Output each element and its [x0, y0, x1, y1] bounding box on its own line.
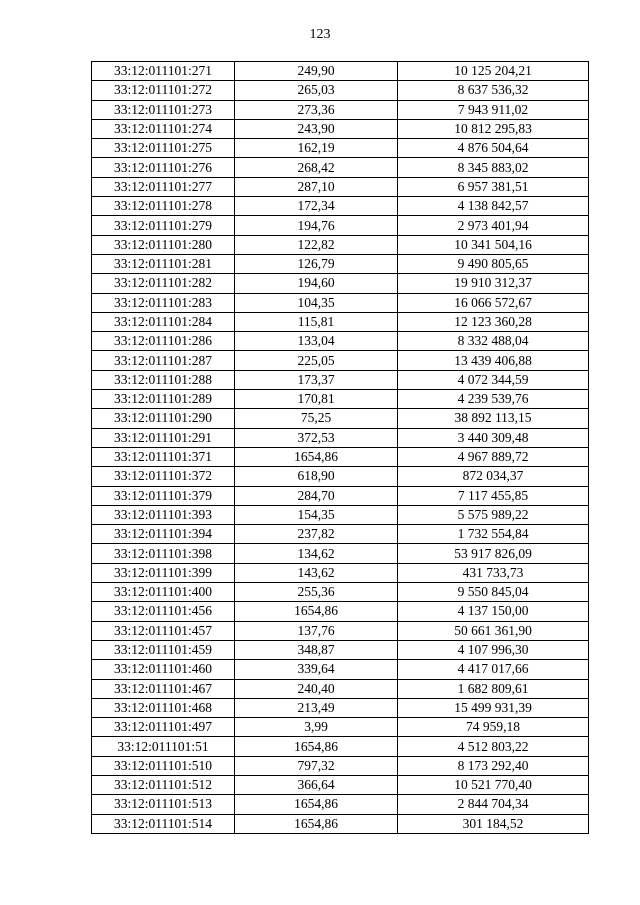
- value-cell: 50 661 361,90: [398, 621, 589, 640]
- area-cell: 372,53: [235, 428, 398, 447]
- cadastral-number-cell: 33:12:011101:290: [92, 409, 235, 428]
- cadastral-number-cell: 33:12:011101:497: [92, 718, 235, 737]
- cadastral-number-cell: 33:12:011101:51: [92, 737, 235, 756]
- cadastral-number-cell: 33:12:011101:456: [92, 602, 235, 621]
- area-cell: 268,42: [235, 158, 398, 177]
- value-cell: 10 125 204,21: [398, 62, 589, 81]
- cadastral-number-cell: 33:12:011101:288: [92, 370, 235, 389]
- value-cell: 8 345 883,02: [398, 158, 589, 177]
- value-cell: 7 117 455,85: [398, 486, 589, 505]
- table-row: [92, 62, 589, 81]
- area-cell: 1654,86: [235, 602, 398, 621]
- value-cell: 12 123 360,28: [398, 312, 589, 331]
- cadastral-number-cell: 33:12:011101:460: [92, 660, 235, 679]
- value-cell: 8 637 536,32: [398, 81, 589, 100]
- value-cell: 431 733,73: [398, 563, 589, 582]
- value-cell: 38 892 113,15: [398, 409, 589, 428]
- table-row: [92, 119, 589, 138]
- table-row: [92, 814, 589, 833]
- cadastral-number-cell: 33:12:011101:400: [92, 583, 235, 602]
- table-row: [92, 390, 589, 409]
- table-row: [92, 718, 589, 737]
- area-cell: 243,90: [235, 119, 398, 138]
- table-row: [92, 602, 589, 621]
- value-cell: 2 973 401,94: [398, 216, 589, 235]
- page-number: 123: [309, 27, 331, 42]
- table-row: [92, 486, 589, 505]
- value-cell: 15 499 931,39: [398, 698, 589, 717]
- cadastral-number-cell: 33:12:011101:468: [92, 698, 235, 717]
- value-cell: 7 943 911,02: [398, 100, 589, 119]
- cadastral-number-cell: 33:12:011101:277: [92, 177, 235, 196]
- area-cell: 3,99: [235, 718, 398, 737]
- area-cell: 249,90: [235, 62, 398, 81]
- area-cell: 172,34: [235, 197, 398, 216]
- cadastral-table: [91, 61, 589, 834]
- value-cell: 5 575 989,22: [398, 505, 589, 524]
- table-row: [92, 254, 589, 273]
- cadastral-number-cell: 33:12:011101:280: [92, 235, 235, 254]
- table-row: [92, 775, 589, 794]
- table-row: [92, 100, 589, 119]
- area-cell: 75,25: [235, 409, 398, 428]
- area-cell: 797,32: [235, 756, 398, 775]
- value-cell: 8 332 488,04: [398, 332, 589, 351]
- table-row: [92, 332, 589, 351]
- cadastral-number-cell: 33:12:011101:459: [92, 640, 235, 659]
- area-cell: 154,35: [235, 505, 398, 524]
- area-cell: 194,60: [235, 274, 398, 293]
- table-row: [92, 505, 589, 524]
- area-cell: 162,19: [235, 139, 398, 158]
- cadastral-number-cell: 33:12:011101:393: [92, 505, 235, 524]
- table-row: [92, 158, 589, 177]
- value-cell: 4 876 504,64: [398, 139, 589, 158]
- table-row: [92, 351, 589, 370]
- area-cell: 225,05: [235, 351, 398, 370]
- area-cell: 104,35: [235, 293, 398, 312]
- cadastral-number-cell: 33:12:011101:467: [92, 679, 235, 698]
- table-row: [92, 447, 589, 466]
- table-row: [92, 312, 589, 331]
- table-row: [92, 795, 589, 814]
- value-cell: 4 137 150,00: [398, 602, 589, 621]
- cadastral-number-cell: 33:12:011101:279: [92, 216, 235, 235]
- area-cell: 137,76: [235, 621, 398, 640]
- value-cell: 10 341 504,16: [398, 235, 589, 254]
- area-cell: 1654,86: [235, 795, 398, 814]
- area-cell: 126,79: [235, 254, 398, 273]
- area-cell: 237,82: [235, 525, 398, 544]
- value-cell: 4 239 539,76: [398, 390, 589, 409]
- value-cell: 10 521 770,40: [398, 775, 589, 794]
- cadastral-number-cell: 33:12:011101:372: [92, 467, 235, 486]
- table-row: [92, 274, 589, 293]
- area-cell: 240,40: [235, 679, 398, 698]
- value-cell: 301 184,52: [398, 814, 589, 833]
- area-cell: 255,36: [235, 583, 398, 602]
- area-cell: 618,90: [235, 467, 398, 486]
- cadastral-number-cell: 33:12:011101:510: [92, 756, 235, 775]
- cadastral-number-cell: 33:12:011101:371: [92, 447, 235, 466]
- cadastral-number-cell: 33:12:011101:278: [92, 197, 235, 216]
- value-cell: 1 732 554,84: [398, 525, 589, 544]
- area-cell: 213,49: [235, 698, 398, 717]
- value-cell: 2 844 704,34: [398, 795, 589, 814]
- table-row: [92, 679, 589, 698]
- cadastral-number-cell: 33:12:011101:512: [92, 775, 235, 794]
- cadastral-number-cell: 33:12:011101:399: [92, 563, 235, 582]
- value-cell: 74 959,18: [398, 718, 589, 737]
- cadastral-number-cell: 33:12:011101:281: [92, 254, 235, 273]
- area-cell: 1654,86: [235, 814, 398, 833]
- value-cell: 16 066 572,67: [398, 293, 589, 312]
- table-row: [92, 293, 589, 312]
- cadastral-number-cell: 33:12:011101:286: [92, 332, 235, 351]
- table-row: [92, 235, 589, 254]
- value-cell: 10 812 295,83: [398, 119, 589, 138]
- area-cell: 273,36: [235, 100, 398, 119]
- area-cell: 284,70: [235, 486, 398, 505]
- area-cell: 143,62: [235, 563, 398, 582]
- area-cell: 194,76: [235, 216, 398, 235]
- table-row: [92, 216, 589, 235]
- area-cell: 1654,86: [235, 737, 398, 756]
- table-body: [92, 62, 589, 834]
- table-row: [92, 660, 589, 679]
- value-cell: 19 910 312,37: [398, 274, 589, 293]
- area-cell: 173,37: [235, 370, 398, 389]
- area-cell: 1654,86: [235, 447, 398, 466]
- area-cell: 122,82: [235, 235, 398, 254]
- area-cell: 133,04: [235, 332, 398, 351]
- cadastral-number-cell: 33:12:011101:283: [92, 293, 235, 312]
- cadastral-number-cell: 33:12:011101:273: [92, 100, 235, 119]
- value-cell: 1 682 809,61: [398, 679, 589, 698]
- cadastral-number-cell: 33:12:011101:287: [92, 351, 235, 370]
- area-cell: 366,64: [235, 775, 398, 794]
- table-row: [92, 737, 589, 756]
- value-cell: 4 107 996,30: [398, 640, 589, 659]
- value-cell: 4 417 017,66: [398, 660, 589, 679]
- value-cell: 9 490 805,65: [398, 254, 589, 273]
- area-cell: 348,87: [235, 640, 398, 659]
- table-row: [92, 139, 589, 158]
- area-cell: 115,81: [235, 312, 398, 331]
- cadastral-number-cell: 33:12:011101:275: [92, 139, 235, 158]
- cadastral-number-cell: 33:12:011101:274: [92, 119, 235, 138]
- value-cell: 13 439 406,88: [398, 351, 589, 370]
- cadastral-number-cell: 33:12:011101:276: [92, 158, 235, 177]
- area-cell: 287,10: [235, 177, 398, 196]
- cadastral-number-cell: 33:12:011101:514: [92, 814, 235, 833]
- cadastral-number-cell: 33:12:011101:284: [92, 312, 235, 331]
- value-cell: 53 917 826,09: [398, 544, 589, 563]
- area-cell: 134,62: [235, 544, 398, 563]
- cadastral-number-cell: 33:12:011101:291: [92, 428, 235, 447]
- cadastral-number-cell: 33:12:011101:271: [92, 62, 235, 81]
- table-row: [92, 640, 589, 659]
- table-row: [92, 467, 589, 486]
- cadastral-number-cell: 33:12:011101:457: [92, 621, 235, 640]
- cadastral-number-cell: 33:12:011101:289: [92, 390, 235, 409]
- table-row: [92, 563, 589, 582]
- table-row: [92, 583, 589, 602]
- table-row: [92, 698, 589, 717]
- table-row: [92, 81, 589, 100]
- table-row: [92, 177, 589, 196]
- cadastral-number-cell: 33:12:011101:379: [92, 486, 235, 505]
- value-cell: 4 967 889,72: [398, 447, 589, 466]
- value-cell: 4 138 842,57: [398, 197, 589, 216]
- cadastral-number-cell: 33:12:011101:272: [92, 81, 235, 100]
- cadastral-number-cell: 33:12:011101:394: [92, 525, 235, 544]
- value-cell: 6 957 381,51: [398, 177, 589, 196]
- value-cell: 4 512 803,22: [398, 737, 589, 756]
- value-cell: 4 072 344,59: [398, 370, 589, 389]
- cadastral-number-cell: 33:12:011101:282: [92, 274, 235, 293]
- area-cell: 265,03: [235, 81, 398, 100]
- value-cell: 8 173 292,40: [398, 756, 589, 775]
- value-cell: 872 034,37: [398, 467, 589, 486]
- cadastral-number-cell: 33:12:011101:513: [92, 795, 235, 814]
- table-row: [92, 756, 589, 775]
- area-cell: 339,64: [235, 660, 398, 679]
- cadastral-number-cell: 33:12:011101:398: [92, 544, 235, 563]
- table-row: [92, 621, 589, 640]
- table-row: [92, 525, 589, 544]
- table-row: [92, 370, 589, 389]
- area-cell: 170,81: [235, 390, 398, 409]
- table-row: [92, 197, 589, 216]
- table-row: [92, 428, 589, 447]
- table-row: [92, 544, 589, 563]
- table-row: [92, 409, 589, 428]
- value-cell: 9 550 845,04: [398, 583, 589, 602]
- value-cell: 3 440 309,48: [398, 428, 589, 447]
